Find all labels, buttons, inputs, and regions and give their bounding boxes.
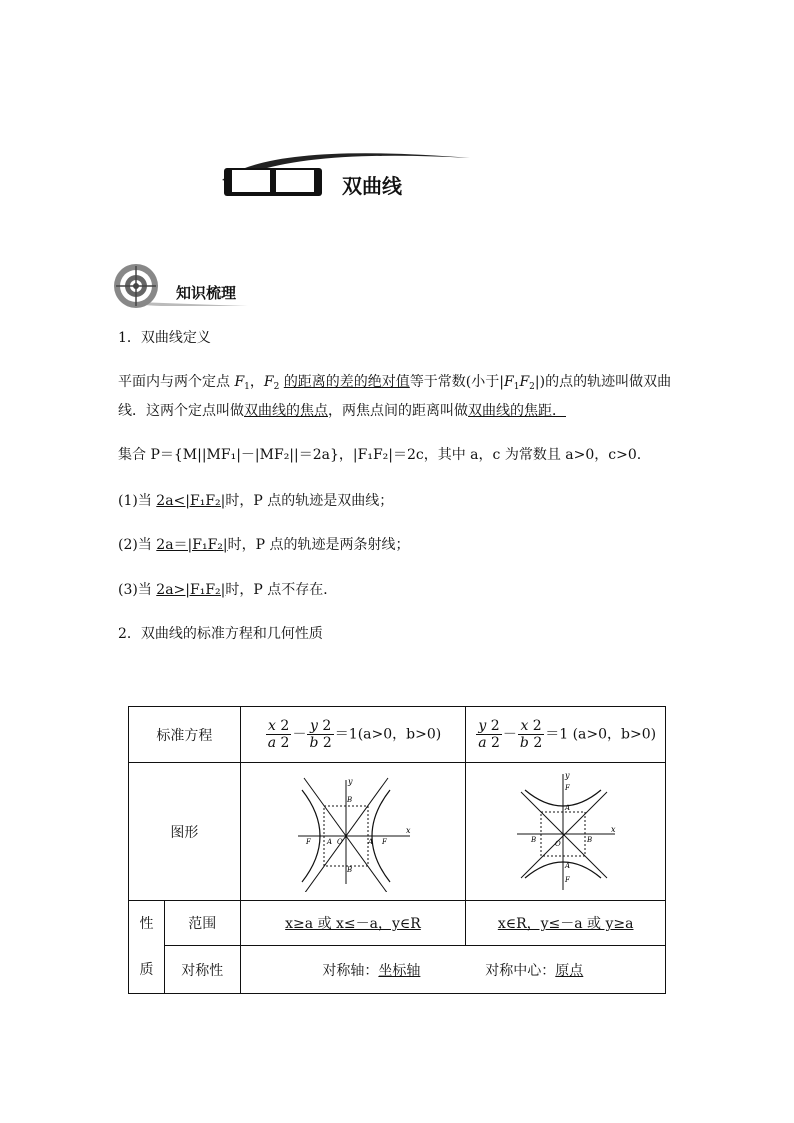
properties-table [128,706,666,994]
svg-text:F: F [564,875,570,884]
svg-text:y: y [564,770,570,780]
heading-definition: 1．双曲线定义 [118,330,211,346]
symmetry-value: 对称轴：坐标轴 对称中心：原点 [240,946,665,994]
svg-text:B: B [346,865,353,874]
svg-text:F: F [305,837,311,846]
svg-text:O: O [554,839,561,848]
case-1: (1)当 2a<|F₁F₂|时，P 点的轨迹是双曲线； [118,493,394,509]
svg-text:x: x [405,825,411,835]
svg-text:B: B [346,795,353,804]
case-3: (3)当 2a>|F₁F₂|时，P 点不存在． [118,582,338,598]
underline-focus: 双曲线的焦点 [244,403,328,419]
page-title: 双曲线 [342,174,402,198]
svg-text:y: y [347,776,353,786]
svg-text:A: A [367,837,374,846]
equation-2: $\frac{y 2}{a 2}$ － $\frac{x 2}{b 2}$ ＝1 (a>0，b>0) [466,707,666,763]
range-1: x≥a 或 x≤－a，y∈R [240,901,466,946]
underline-focal-distance: 双曲线的焦距． [468,403,566,419]
svg-text:A: A [564,803,570,812]
graph-vertical [466,763,666,901]
svg-text:B: B [530,835,536,844]
set-definition: 集合 P＝{M||MF₁|－|MF₂||＝2a}，|F₁F₂|＝2c，其中 a，c 为常数且 a>0，c>0. [118,447,642,463]
symmetry-label: 对称性 [164,946,240,994]
equation-1: $\frac{x 2}{a 2}$ － $\frac{y 2}{b 2}$ ＝1(a>0，b>0) [240,707,466,763]
properties-label: 性 质 [129,901,165,994]
svg-text:x: x [610,824,616,834]
heading-standard-equation: 2．双曲线的标准方程和几何性质 [118,626,323,642]
std-eq-label: 标准方程 [129,707,241,763]
svg-text:B: B [586,835,592,844]
svg-text:F: F [381,837,387,846]
definition-line-2: 线．这两个定点叫做双曲线的焦点，两焦点间的距离叫做双曲线的焦距． [118,403,566,419]
graph-label: 图形 [129,763,241,901]
svg-text:A: A [326,837,333,846]
graph-horizontal [240,763,466,901]
range-label: 范围 [164,901,240,946]
underline-def: 的距离的差的绝对值 [283,374,410,390]
hyperbola-horizontal-figure [288,772,418,892]
section-label: 知识梳理 [176,284,237,302]
range-2: x∈R，y≤－a 或 y≥a [466,901,666,946]
svg-text:A: A [564,861,570,870]
hyperbola-vertical-figure [511,770,621,894]
definition-line-1: 平面内与两个定点 $F_1$，$F_2$ 的距离的差的绝对值等于常数(小于$|F_1F_2|$)的点的轨迹叫做双曲 [118,374,672,392]
case-2: (2)当 2a＝|F₁F₂|时，P 点的轨迹是两条射线； [118,537,410,553]
section-header [108,262,308,310]
title-banner [212,146,482,206]
svg-text:O: O [336,837,343,846]
svg-text:F: F [564,783,570,792]
